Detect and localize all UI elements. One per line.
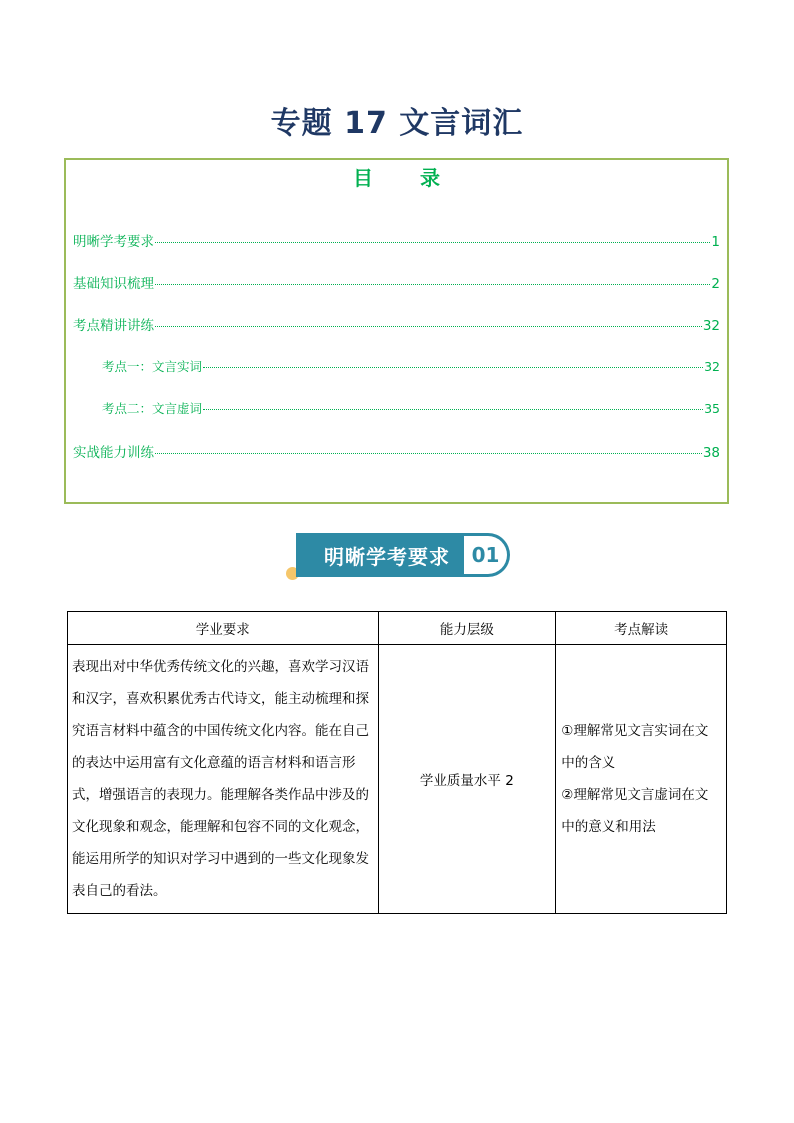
toc-entry-title: 考点一：文言实词 (102, 359, 203, 374)
section-badge-label: 明晰学考要求 (296, 533, 478, 577)
point-item: ①理解常见文言实词在文中的含义 (561, 723, 709, 771)
cell-level: 学业质量水平 2 (378, 645, 556, 914)
toc-leader-dots (155, 284, 710, 285)
header-points: 考点解读 (556, 612, 727, 645)
header-level: 能力层级 (378, 612, 556, 645)
cell-requirement: 表现出对中华优秀传统文化的兴趣，喜欢学习汉语和汉字，喜欢积累优秀古代诗文，能主动梳理和探究语言材料中蕴含的中国传统文化内容。能在自己的表达中运用富有文化意蕴的语言材料和语言形式，增强语言的表现力。能理解各类作品中涉及的文化现象和观念，能理解和包容不同的文化观念，能运用所学的知识对学习中遇到的一些文化现象发表自己的看法。 (68, 645, 379, 914)
section-badge (284, 533, 524, 581)
requirements-table (67, 611, 727, 914)
page-title: 专题 17 文言词汇 (270, 106, 524, 141)
toc-entry-page: 2 (711, 276, 720, 292)
toc-entry-page: 32 (702, 318, 720, 334)
toc-entry-page: 1 (711, 234, 720, 250)
toc-leader-dots (203, 409, 703, 410)
cell-points (556, 645, 727, 914)
table-of-contents (64, 158, 729, 504)
toc-entry-title: 考点二：文言虚词 (102, 401, 203, 416)
header-requirement: 学业要求 (68, 612, 379, 645)
point-item: ②理解常见文言虚词在文中的意义和用法 (561, 787, 709, 835)
table-row (68, 645, 727, 914)
toc-entry-title: 基础知识梳理 (73, 276, 154, 292)
toc-entry-page: 32 (704, 359, 720, 374)
toc-entry-page: 35 (704, 401, 720, 416)
toc-heading: 目 录 (353, 166, 460, 190)
toc-leader-dots (155, 453, 702, 454)
table-header-row (68, 612, 727, 645)
toc-entry-page: 38 (702, 445, 720, 461)
section-badge-number: 01 (464, 533, 510, 577)
toc-leader-dots (203, 367, 703, 368)
toc-entry-practice[interactable] (73, 441, 720, 461)
toc-entry-point-two[interactable] (102, 399, 720, 419)
toc-entry-requirements[interactable] (73, 230, 720, 250)
toc-entry-title: 明晰学考要求 (73, 234, 154, 250)
toc-entry-title: 考点精讲讲练 (73, 318, 154, 334)
toc-entry-title: 实战能力训练 (73, 445, 154, 461)
toc-leader-dots (155, 242, 710, 243)
toc-entry-basics[interactable] (73, 272, 720, 292)
toc-leader-dots (155, 326, 702, 327)
toc-entry-key-points[interactable] (73, 314, 720, 334)
toc-entry-point-one[interactable] (102, 357, 720, 377)
